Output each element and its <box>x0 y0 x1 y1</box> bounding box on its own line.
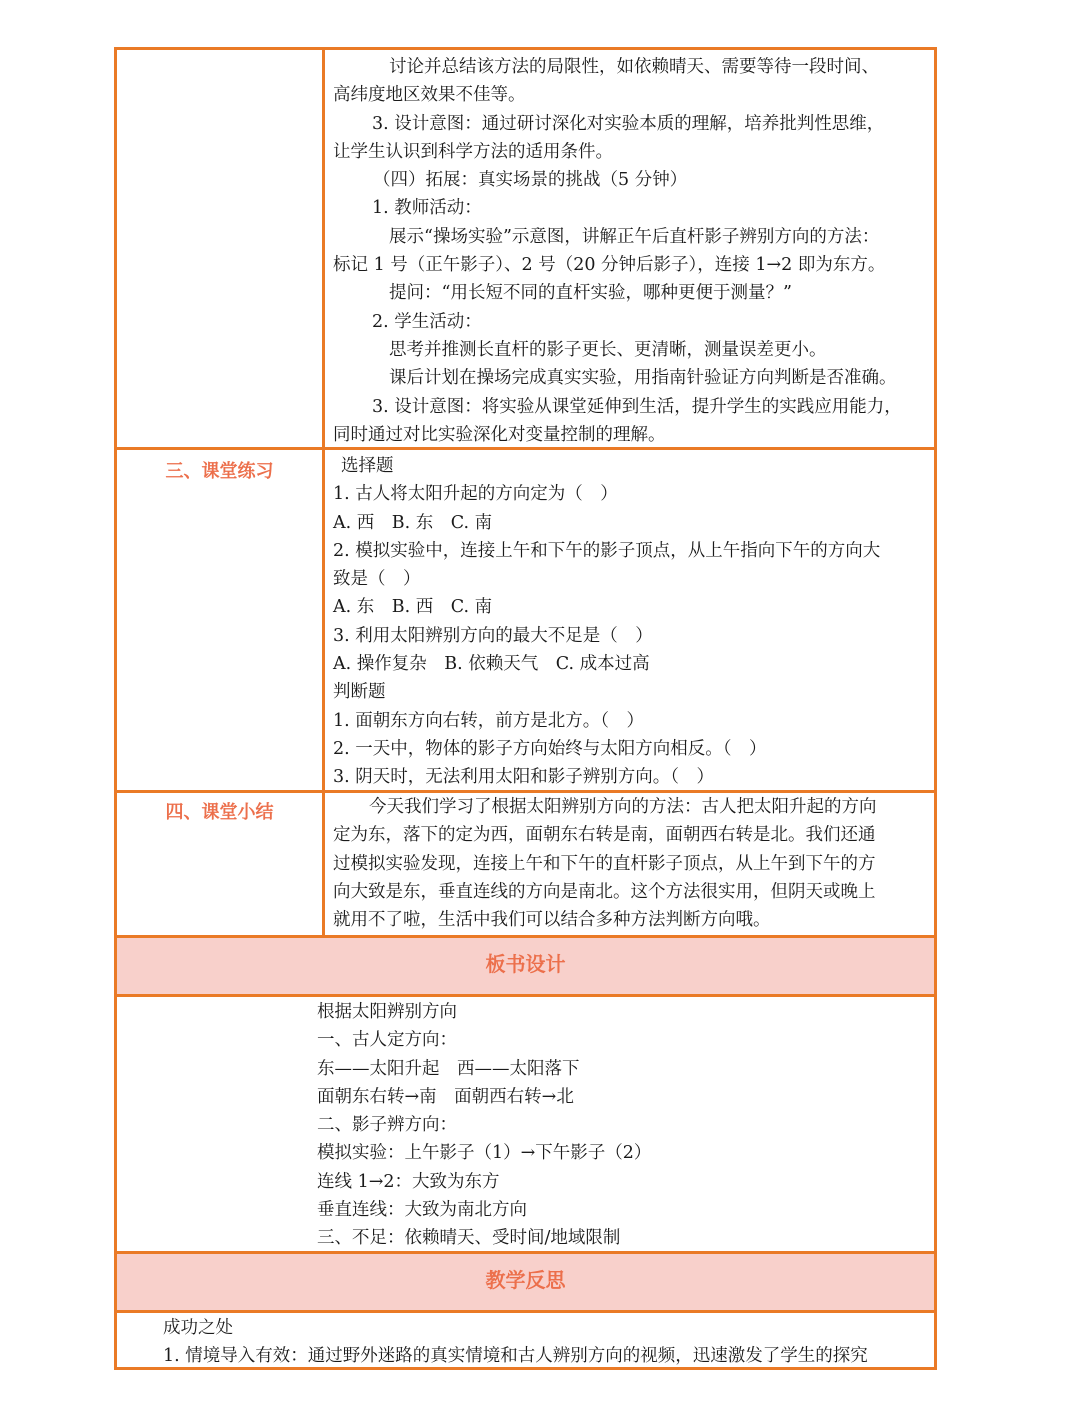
activity-content <box>333 53 924 449</box>
text-line: 今天我们学习了根据太阳辨别方向的方法：古人把太阳升起的方向 <box>369 797 877 817</box>
text-line: 让学生认识到科学方法的适用条件。 <box>333 141 613 162</box>
text-line: 模拟实验：上午影子（1）→下午影子（2） <box>317 1143 652 1164</box>
text-line: 1. 情境导入有效：通过野外迷路的真实情境和古人辨别方向的视频，迅速激发了学生的探究 <box>163 1346 868 1367</box>
column-divider <box>322 50 325 935</box>
text-line: 展示“操场实验”示意图，讲解正午后直杆影子辨别方向的方法： <box>389 226 880 247</box>
text-line: 1. 教师活动： <box>372 198 482 219</box>
practice-content <box>333 452 924 792</box>
text-line: 2. 一天中，物体的影子方向始终与太阳方向相反。（ ） <box>333 738 767 759</box>
text-line: 讨论并总结该方法的局限性，如依赖晴天、需要等待一段时间、 <box>389 57 879 77</box>
text-line: 就用不了啦，生活中我们可以结合多种方法判断方向哦。 <box>333 910 771 931</box>
text-line: 提问：“用长短不同的直杆实验，哪种更便于测量？” <box>389 283 792 304</box>
text-line: 3. 阴天时，无法利用太阳和影子辨别方向。（ ） <box>333 767 715 788</box>
board-design-header <box>117 938 934 994</box>
text-line: 三、不足：依赖晴天、受时间/地域限制 <box>317 1228 621 1249</box>
text-line: 根据太阳辨别方向 <box>317 1002 457 1022</box>
text-line: 1. 面朝东方向右转，前方是北方。（ ） <box>333 710 645 731</box>
text-line: 致是（ ） <box>333 569 421 590</box>
text-line: 同时通过对比实验深化对变量控制的理解。 <box>333 424 666 445</box>
summary-label: 四、课堂小结 <box>165 802 274 823</box>
text-line: 面朝东右转→南 面朝西右转→北 <box>317 1086 574 1107</box>
text-line: 标记 1 号（正午影子）、2 号（20 分钟后影子），连接 1→2 即为东方。 <box>333 255 886 276</box>
text-line: 3. 设计意图：将实验从课堂延伸到生活，提升学生的实践应用能力， <box>372 396 902 417</box>
text-line: 2. 模拟实验中，连接上午和下午的影子顶点，从上午指向下午的方向大 <box>333 540 881 561</box>
text-line: 过模拟实验发现，连接上午和下午的直杆影子顶点，从上午到下午的方 <box>333 853 876 874</box>
text-line: 二、影子辨方向： <box>317 1115 457 1136</box>
text-line: 思考并推测长直杆的影子更长、更清晰，测量误差更小。 <box>389 339 827 360</box>
text-line: 一、古人定方向： <box>317 1030 457 1051</box>
board-design-title: 板书设计 <box>485 952 566 976</box>
text-line: A. 操作复杂 B. 依赖天气 C. 成本过高 <box>333 654 650 675</box>
text-line: A. 东 B. 西 C. 南 <box>333 597 493 618</box>
reflection-content <box>163 1314 868 1371</box>
practice-label: 三、课堂练习 <box>165 461 274 482</box>
text-line: 高纬度地区效果不佳等。 <box>333 85 526 106</box>
text-line: 判断题 <box>333 682 386 703</box>
text-line: 定为东，落下的定为西，面朝东右转是南，面朝西右转是北。我们还通 <box>333 825 876 846</box>
text-line: 垂直连线：大致为南北方向 <box>317 1200 527 1221</box>
text-line: 课后计划在操场完成真实实验，用指南针验证方向判断是否准确。 <box>389 368 897 389</box>
summary-content <box>333 793 924 934</box>
lesson-plan-table <box>114 47 937 1370</box>
text-line: 连线 1→2：大致为东方 <box>317 1171 500 1192</box>
reflection-title: 教学反思 <box>485 1268 566 1292</box>
row-divider <box>117 1310 934 1313</box>
summary-row <box>117 793 934 935</box>
practice-row <box>117 450 934 790</box>
text-line: 成功之处 <box>163 1318 233 1338</box>
text-line: A. 西 B. 东 C. 南 <box>333 512 493 533</box>
text-line: 2. 学生活动： <box>372 311 482 332</box>
text-line: 选择题 <box>341 456 394 476</box>
text-line: 东——太阳升起 西——太阳落下 <box>317 1058 580 1079</box>
text-line: （四）拓展：真实场景的挑战（5 分钟） <box>373 170 688 191</box>
text-line: 3. 利用太阳辨别方向的最大不足是（ ） <box>333 625 653 646</box>
activity-row <box>117 50 934 447</box>
text-line: 向大致是东，垂直连线的方向是南北。这个方法很实用，但阴天或晚上 <box>333 881 876 902</box>
board-design-content <box>317 998 651 1253</box>
text-line: 1. 古人将太阳升起的方向定为（ ） <box>333 484 618 505</box>
reflection-header <box>117 1254 934 1310</box>
text-line: 3. 设计意图：通过研讨深化对实验本质的理解，培养批判性思维， <box>372 113 885 134</box>
row-divider <box>117 994 934 997</box>
